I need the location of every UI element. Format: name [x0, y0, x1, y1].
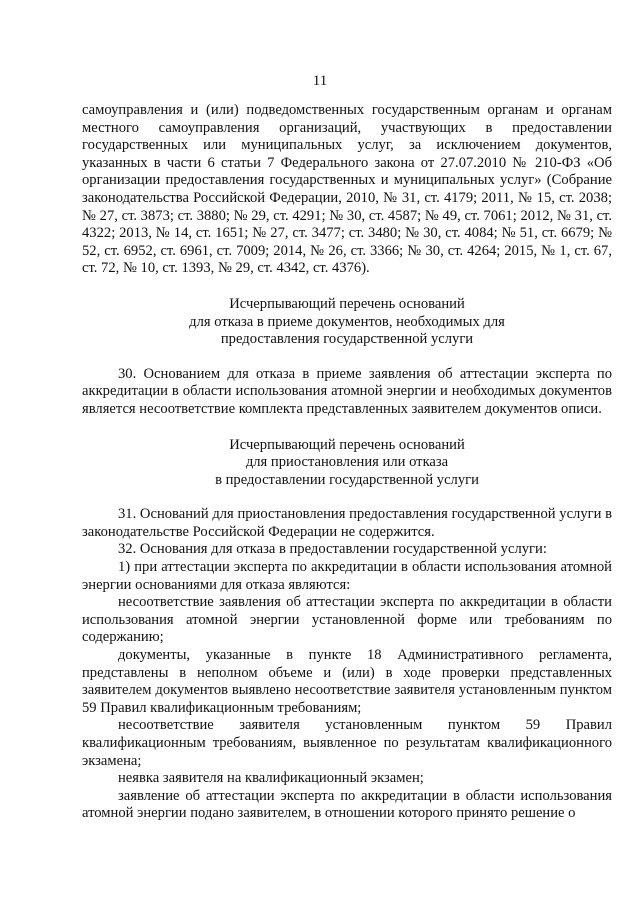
list-subitem: неявка заявителя на квалификационный экзамен;	[118, 770, 424, 787]
document-body	[82, 102, 612, 823]
heading-line: Исчерпывающий перечень оснований	[229, 436, 465, 453]
page-number: 11	[312, 73, 328, 89]
list-subitem: несоответствие заявителя установленным пунктом 59 Правил квалификационным требованиям, выявленное по результатам квалификационного экзамена;	[82, 717, 612, 769]
paragraph-30: 30. Основанием для отказа в приеме заявления об аттестации эксперта по аккредитации в области использования атомной энергии и необходимых документов является несоответствие комплекта представленных заявителем документов описи.	[82, 365, 612, 417]
list-subitem: заявление об аттестации эксперта по аккредитации в области использования атомной энергии подано заявителем, в отношении которого принято решение о	[82, 787, 612, 822]
heading-line: для отказа в приеме документов, необходимых для	[189, 313, 505, 330]
intro-paragraph: самоуправления и (или) подведомственных государственным органам и органам местного самоуправления организаций, участвующих в предоставлении государственных или муниципальных услуг, за исключением документов, указанных в части 6 статьи 7 Федерального закона от 27.07.2010 № 210-ФЗ «Об организации предоставления государственных и муниципальных услуг» (Собрание законодательства Российской Федерации, 2010, № 31, ст. 4179; 2011, № 15, ст. 2038; № 27, ст. 3873; ст. 3880; № 29, ст. 4291; № 30, ст. 4587; № 49, ст. 7061; 2012, № 31, ст. 4322; 2013, № 14, ст. 1651; № 27, ст. 3477; ст. 3480; № 30, ст. 4084; № 51, ст. 6679; № 52, ст. 6952, ст. 6961, ст. 7009; 2014, № 26, ст. 3366; № 30, ст. 4264; 2015, № 1, ст. 67, ст. 72, № 10, ст. 1393, № 29, ст. 4342, ст. 4376).	[82, 102, 612, 277]
paragraph-32: 32. Основания для отказа в предоставлении государственной услуги:	[118, 541, 547, 558]
paragraph-31: 31. Оснований для приостановления предоставления государственной услуги в законодательстве Российской Федерации не содержится.	[82, 506, 612, 540]
heading-line: в предоставлении государственной услуги	[215, 471, 479, 488]
list-item-1: 1) при аттестации эксперта по аккредитации в области использования атомной энергии основаниями для отказа являются:	[82, 559, 612, 593]
heading-line: для приостановления или отказа	[245, 454, 449, 471]
heading-line: предоставления государственной услуги	[220, 331, 474, 348]
section-heading-refusal-acceptance	[82, 296, 612, 349]
heading-line: Исчерпывающий перечень оснований	[229, 295, 465, 312]
list-subitem: документы, указанные в пункте 18 Административного регламента, представлены в неполном объеме и (или) в ходе проверки представленных заявителем документов выявлено несоответствие заявителя установленным пунктом 59 Правил квалификационным требованиям;	[82, 647, 612, 716]
section-heading-suspension-refusal	[82, 437, 612, 490]
list-subitem: несоответствие заявления об аттестации эксперта по аккредитации в области использования атомной энергии установленной форме или требованиям по содержанию;	[82, 594, 612, 646]
